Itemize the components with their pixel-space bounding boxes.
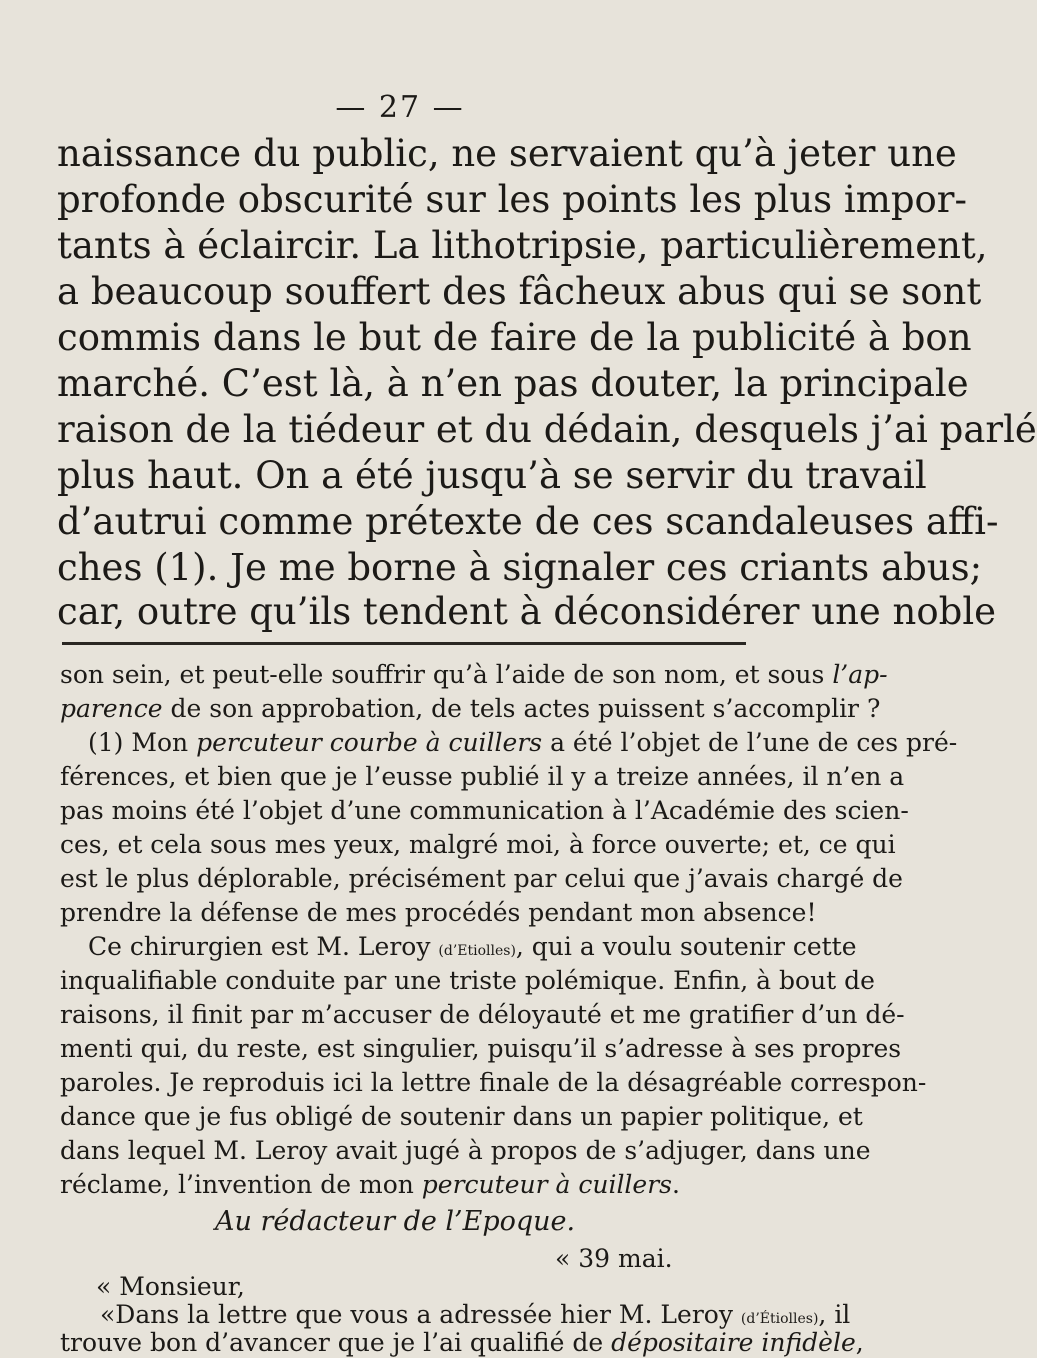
footnote-line: menti qui, du reste, est singulier, puisqu’il s’adresse à ses propres: [60, 1034, 902, 1063]
footnote-line: parence de son approbation, de tels actes puissent s’accomplir ?: [60, 694, 881, 723]
main-text-line: plus haut. On a été jusqu’à se servir du travail: [57, 454, 927, 497]
footnote-line: dans lequel M. Leroy avait jugé à propos de s’adjuger, dans une: [60, 1136, 871, 1165]
footnote-line: Ce chirurgien est M. Leroy (d’Etiolles), qui a voulu soutenir cette: [88, 932, 857, 961]
letter-date: « 39 mai.: [555, 1244, 673, 1273]
main-text-line: profonde obscurité sur les points les plus impor-: [57, 178, 967, 221]
main-text-line: car, outre qu’ils tendent à déconsidérer une noble: [57, 590, 997, 633]
letter-salutation: « Monsieur,: [96, 1272, 245, 1301]
letter-addressee: Au rédacteur de l’Epoque.: [215, 1206, 576, 1237]
footnote-divider: [62, 642, 746, 645]
main-text-line: tants à éclaircir. La lithotripsie, particulièrement,: [57, 224, 988, 267]
main-text-line: ches (1). Je me borne à signaler ces criants abus;: [57, 546, 983, 589]
main-text-line: raison de la tiédeur et du dédain, desquels j’ai parlé: [57, 408, 1037, 451]
page-number: — 27 —: [335, 90, 465, 125]
footnote-line: son sein, et peut-elle souffrir qu’à l’aide de son nom, et sous l’ap-: [60, 660, 888, 689]
footnote-line: «Dans la lettre que vous a adressée hier M. Leroy (d’Étiolles), il: [100, 1300, 851, 1329]
footnote-line: prendre la défense de mes procédés pendant mon absence!: [60, 898, 817, 927]
main-text-line: commis dans le but de faire de la publicité à bon: [57, 316, 972, 359]
main-text-line: naissance du public, ne servaient qu’à jeter une: [57, 132, 957, 175]
footnote-line: réclame, l’invention de mon percuteur à cuillers.: [60, 1170, 680, 1199]
footnote-line: dance que je fus obligé de soutenir dans un papier politique, et: [60, 1102, 863, 1131]
main-text-line: marché. C’est là, à n’en pas douter, la principale: [57, 362, 969, 405]
footnote-line: pas moins été l’objet d’une communication à l’Académie des scien-: [60, 796, 909, 825]
footnote-line: inqualifiable conduite par une triste polémique. Enfin, à bout de: [60, 966, 875, 995]
footnote-line: ces, et cela sous mes yeux, malgré moi, à force ouverte; et, ce qui: [60, 830, 896, 859]
footnote-line: paroles. Je reproduis ici la lettre finale de la désagréable correspon-: [60, 1068, 927, 1097]
footnote-line: raisons, il finit par m’accuser de déloyauté et me gratifier d’un dé-: [60, 1000, 905, 1029]
main-text-line: d’autrui comme prétexte de ces scandaleuses affi-: [57, 500, 999, 543]
footnote-line: férences, et bien que je l’eusse publié il y a treize années, il n’en a: [60, 762, 905, 791]
main-text-line: a beaucoup souffert des fâcheux abus qui se sont: [57, 270, 982, 313]
footnote-line: (1) Mon percuteur courbe à cuillers a été l’objet de l’une de ces pré-: [88, 728, 958, 757]
footnote-line: trouve bon d’avancer que je l’ai qualifié de dépositaire infidèle,: [60, 1328, 864, 1357]
footnote-line: est le plus déplorable, précisément par celui que j’avais chargé de: [60, 864, 903, 893]
